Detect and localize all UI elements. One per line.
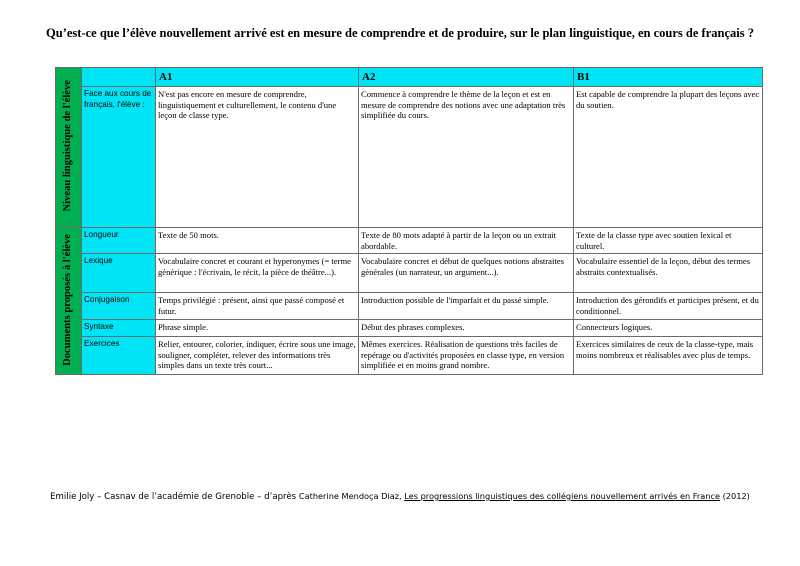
row-label-face-aux-cours: Face aux cours de français, l'élève : [82,87,156,228]
cell-a1: N'est pas encore en mesure de comprendre, linguistiquement et culturellement, le contenu d'une leçon de classe type. [156,87,359,228]
side-label-level [56,68,82,228]
footer-source-title: Les progressions linguistiques des collégiens nouvellement arrivés en France [404,491,721,501]
cell-a2: Vocabulaire concret et début de quelques notions abstraites générales (un narrateur, un argument...). [359,254,574,293]
cell-a1: Phrase simple. [156,320,359,337]
side-label-level-text: Niveau linguistique de l'élève [62,80,74,212]
table-row [56,228,763,254]
cell-b1: Est capable de comprendre la plupart des leçons avec du soutien. [574,87,763,228]
table-row [56,87,763,228]
cell-a2: Début des phrases complexes. [359,320,574,337]
page-title: Qu’est-ce que l’élève nouvellement arrivé est en mesure de comprendre et de produire, sur le plan linguistique, en cours de français ? [46,26,754,40]
row-label-lexique: Lexique [82,254,156,293]
footer-author: Emilie Joly – Casnav de l’académie de Grenoble – d’après [50,492,299,502]
footer-credit [0,491,800,503]
footer-source-author: Catherine Mendoça Diaz, [298,491,405,501]
cell-b1: Connecteurs logiques. [574,320,763,337]
row-label-longueur: Longueur [82,228,156,254]
cell-a2: Texte de 80 mots adapté à partir de la leçon ou un extrait abordable. [359,228,574,254]
table-row [56,320,763,337]
cell-a1: Temps privilégié : présent, ainsi que passé composé et futur. [156,293,359,320]
column-header-a1: A1 [156,68,359,87]
level-table [55,67,763,375]
cell-a1: Texte de 50 mots. [156,228,359,254]
column-header-a2: A2 [359,68,574,87]
header-corner [82,68,156,87]
row-label-syntaxe: Syntaxe [82,320,156,337]
column-header-b1: B1 [574,68,763,87]
row-label-conjugaison: Conjugaison [82,293,156,320]
cell-b1: Vocabulaire essentiel de la leçon, début des termes abstraits contextualisés. [574,254,763,293]
table-row [56,254,763,293]
cell-a2: Introduction possible de l'imparfait et du passé simple. [359,293,574,320]
cell-a2: Commence à comprendre le thème de la leçon et est en mesure de comprendre des notions avec une adaptation très simplifiée du cours. [359,87,574,228]
table-row [56,337,763,375]
table-row [56,293,763,320]
cell-a1: Relier, entourer, colorier, indiquer, écrire sous une image, souligner, compléter, relever des informations très simples dans un texte très court... [156,337,359,375]
cell-a2: Mêmes exercices. Réalisation de questions très faciles de repérage ou d'activités proposées en classe type, en version simplifiée et en moins grand nombre. [359,337,574,375]
cell-b1: Exercices similaires de ceux de la classe-type, mais moins nombreux et réalisables avec plus de temps. [574,337,763,375]
row-label-exercices: Exercices [82,337,156,375]
footer-year: (2012) [720,491,750,501]
cell-a1: Vocabulaire concret et courant et hyperonymes (= terme générique : l'écrivain, le récit, la pièce de théâtre...). [156,254,359,293]
cell-b1: Introduction des gérondifs et participes présent, et du conditionnel. [574,293,763,320]
side-label-documents [56,228,82,375]
side-label-documents-text: Documents proposés à l'élève [62,233,74,366]
cell-b1: Texte de la classe type avec soutien lexical et culturel. [574,228,763,254]
